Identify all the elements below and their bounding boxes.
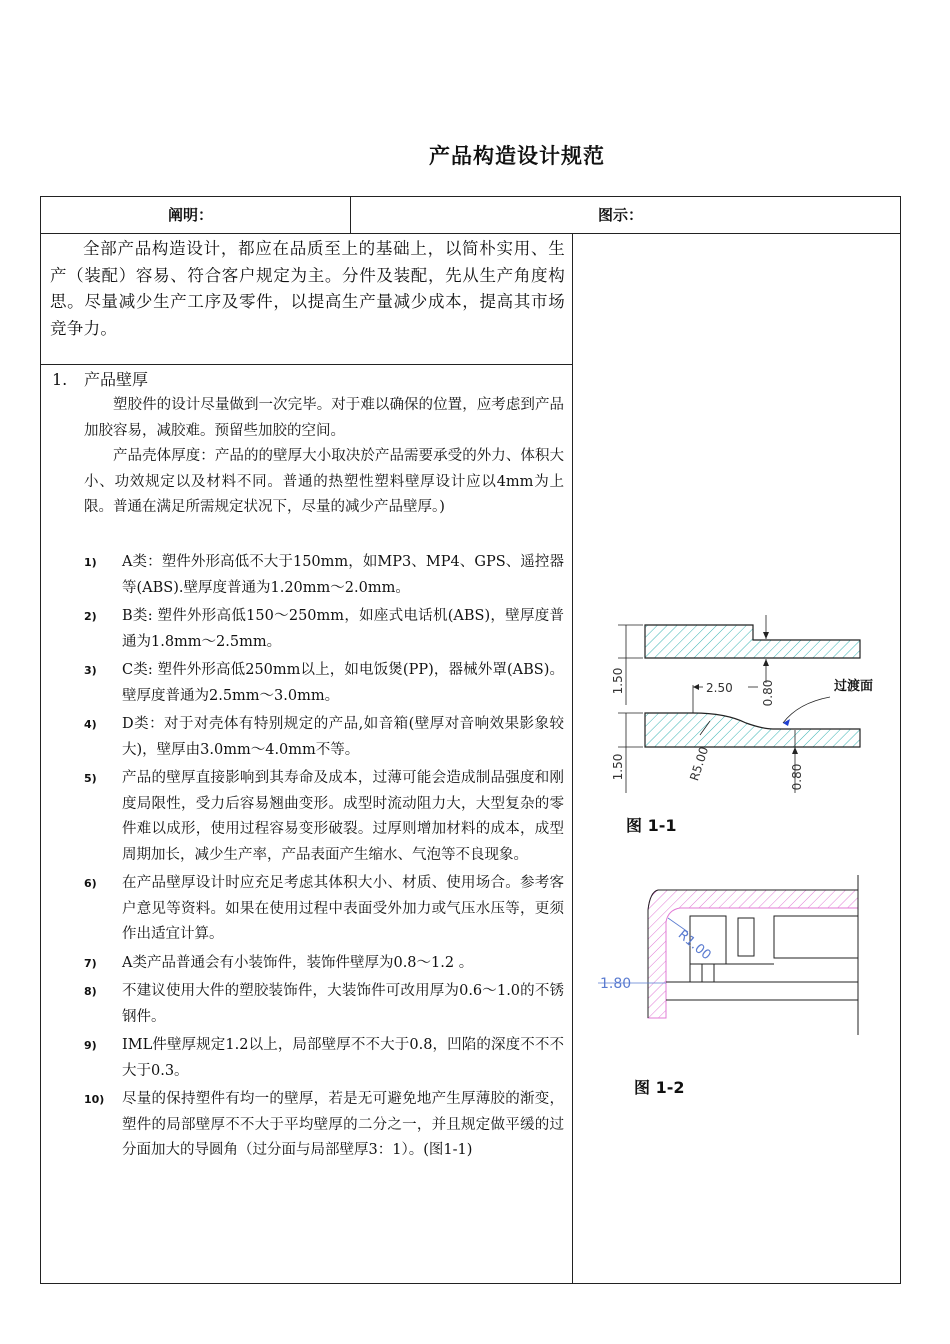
table-divider — [40, 364, 573, 365]
list-number: 9) — [84, 1039, 97, 1052]
list-number: 2) — [84, 610, 97, 623]
upper-wall-shape — [645, 625, 860, 658]
list-number: 4) — [84, 718, 97, 731]
intro-paragraph: 全部产品构造设计，都应在品质至上的基础上，以简朴实用、生产（装配）容易、符合客户规定为主。分件及装配，先从生产角度构思。尽量减少生产工序及零件，以提高生产量减少成本，提高其市场竞争力。 — [50, 239, 565, 338]
dim-label-span: 2.50 — [706, 681, 733, 695]
header-explanation: 阐明： — [168, 206, 214, 224]
list-text: A类产品普通会有小装饰件，装饰件壁厚为0.8～1.2 。 — [122, 954, 474, 971]
section-paragraph: 塑胶件的设计尽量做到一次完毕。对于难以确保的位置，应考虑到产品加胶容易，减胶难。预留些加胶的空间。 — [84, 397, 564, 439]
list-item — [84, 1087, 564, 1164]
section-title: 产品壁厚 — [84, 370, 149, 389]
dim-label-bottom: 1.50 — [611, 753, 625, 781]
list-item — [84, 712, 564, 763]
figure-caption: 图 1-1 — [626, 816, 677, 835]
list-item — [84, 979, 564, 1030]
section-number: 1. — [52, 370, 68, 389]
wall-thickness-label: 1.80 — [600, 976, 632, 992]
page-title: 产品构造设计规范 — [429, 144, 605, 168]
dim-label-top: 1.50 — [611, 667, 625, 695]
corner-radius-figure — [598, 870, 863, 1040]
list-item — [84, 658, 564, 709]
wall-thickness-transition-figure — [598, 615, 883, 800]
lower-wall-shape — [645, 713, 860, 747]
list-item — [84, 1033, 564, 1084]
figure-caption: 图 1-2 — [634, 1078, 685, 1097]
list-number: 7) — [84, 956, 97, 970]
intro-text — [50, 236, 565, 342]
list-number: 6) — [84, 877, 97, 890]
list-text: 在产品壁厚设计时应充足考虑其体积大小、材质、使用场合。参考客户意见等资料。如果在使用过程中表面受外加力或气压水压等，更须作出适宜计算。 — [122, 875, 564, 942]
table-divider — [350, 196, 351, 234]
list-item — [84, 951, 564, 977]
list-number: 3) — [84, 664, 97, 677]
thickness-rules-list — [84, 550, 564, 1167]
list-item — [84, 604, 564, 655]
corner-radius-label: R1.00 — [674, 927, 714, 964]
list-item — [84, 550, 564, 601]
list-text: 产品的壁厚直接影响到其寿命及成本，过薄可能会造成制品强度和刚度局限性，受力后容易翘曲变形。成型时流动阻力大，大型复杂的零件难以成形，使用过程容易变形破裂。过厚则增加材料的成本，成型周期加长，减少生产率，产品表面产生缩水、气泡等不良现象。 — [122, 770, 564, 863]
wall-section-shape — [648, 890, 858, 1018]
table-divider — [572, 233, 573, 1284]
list-item — [84, 871, 564, 948]
list-item — [84, 766, 564, 868]
list-text: C类: 塑件外形高低250mm以上，如电饭煲(PP)，器械外罩(ABS)。壁厚度普通为2.5mm～3.0mm。 — [122, 662, 564, 704]
dim-label-gap: 0.80 — [761, 679, 775, 707]
list-text: B类: 塑件外形高低150～250mm，如座式电话机(ABS)，壁厚度普通为1.8mm～2.5mm。 — [122, 608, 564, 650]
list-text: 尽量的保持塑件有均一的壁厚，若是无可避免地产生厚薄胶的渐变，塑件的局部壁厚不不大于平均壁厚的二分之一，并且规定做平缓的过分面加大的导圆角（过分面与局部壁厚3：1）。(图1-1) — [122, 1091, 564, 1158]
radius-label: R5.00 — [687, 744, 712, 783]
header-illustration: 图示： — [598, 206, 644, 224]
section-heading — [52, 367, 148, 390]
list-number: 10) — [84, 1093, 105, 1106]
list-number: 1) — [84, 556, 97, 569]
list-text: D类：对于对壳体有特别规定的产品,如音箱(壁厚对音响效果影象较大)，壁厚由3.0mm～4.0mm不等。 — [122, 716, 564, 758]
table-divider — [40, 233, 901, 234]
transition-surface-label: 过渡面 — [834, 679, 874, 694]
list-text: A类：塑件外形高低不大于150mm，如MP3、MP4、GPS、遥控器等(ABS).壁厚度普通为1.20mm～2.0mm。 — [122, 554, 564, 596]
list-number: 8) — [84, 985, 97, 998]
section-paragraph: 产品壳体厚度：产品的的壁厚大小取决於产品需要承受的外力、体积大小、功效规定以及材料不同。普通的热塑性塑料壁厚设计应以4mm为上限。普通在满足所需规定状况下，尽量的减少产品壁厚。) — [84, 448, 564, 515]
list-number: 5) — [84, 772, 97, 785]
dim-label-bottom-gap: 0.80 — [790, 763, 804, 791]
list-text: 不建议使用大件的塑胶装饰件，大装饰件可改用厚为0.6～1.0的不锈钢件。 — [122, 983, 564, 1025]
list-text: IML件壁厚规定1.2以上，局部壁厚不不大于0.8，凹陷的深度不不不大于0.3。 — [122, 1037, 564, 1079]
